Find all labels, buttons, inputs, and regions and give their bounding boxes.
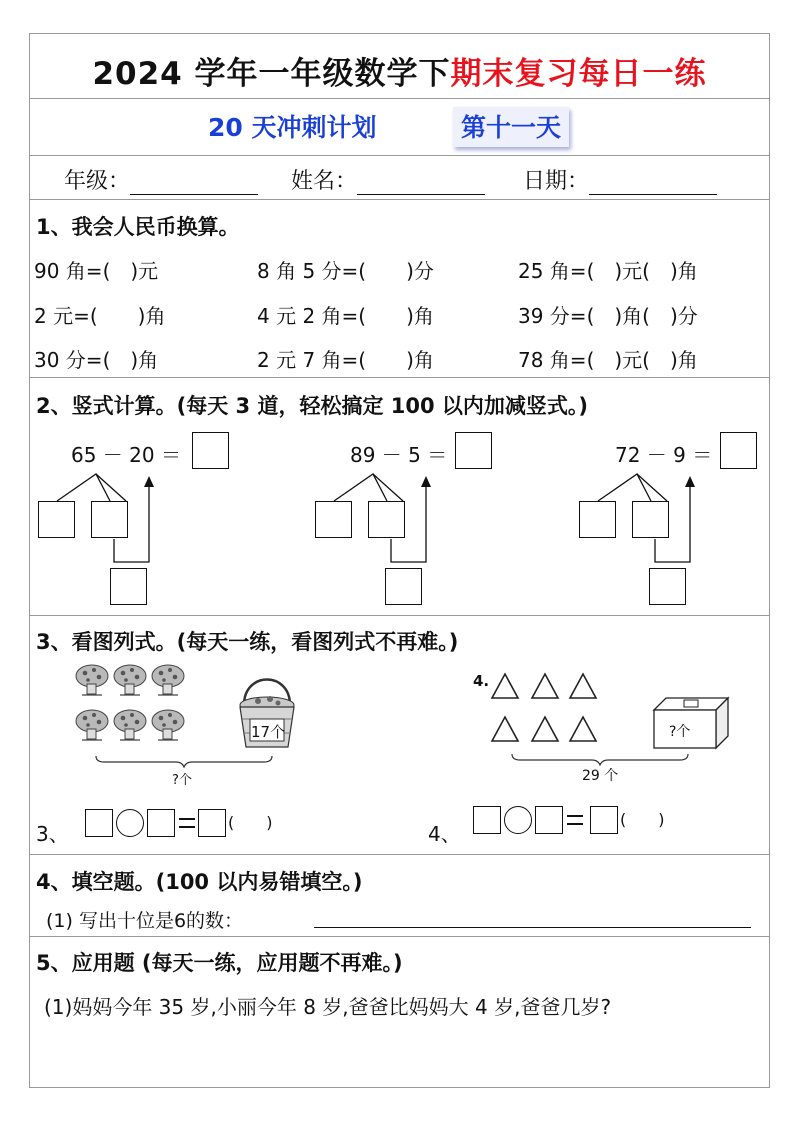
equals-sign <box>179 818 195 820</box>
vertical-calc-expr: 72 － 9 ＝ <box>615 443 713 467</box>
equation-box[interactable] <box>85 809 113 837</box>
day-badge: 第十一天 <box>453 107 569 147</box>
name-blank[interactable] <box>357 174 485 195</box>
brace-label: ?个 <box>172 773 192 788</box>
grade-field <box>64 164 258 195</box>
money-question: 8 角 5 分=( )分 <box>257 259 434 283</box>
vertical-calc-expr: 65 － 20 ＝ <box>71 443 181 467</box>
date-field <box>523 164 717 195</box>
fill-blank-question: (1) 写出十位是6的数： <box>46 910 244 932</box>
divider <box>30 854 769 855</box>
equals-sign <box>567 823 583 825</box>
divider <box>30 936 769 937</box>
page-title <box>30 48 769 93</box>
equation-box[interactable] <box>198 809 226 837</box>
divider <box>30 155 769 156</box>
date-label: 日期： <box>523 169 590 194</box>
money-question: 90 角=( )元 <box>34 259 159 283</box>
section1-title: 1、我会人民币换算。 <box>36 215 240 239</box>
split-lines <box>571 459 771 579</box>
picture-number: 4. <box>473 672 490 690</box>
money-question: 4 元 2 角=( )角 <box>257 304 434 328</box>
equation-box[interactable] <box>473 806 501 834</box>
money-question: 2 元=( )角 <box>34 304 166 328</box>
name-field <box>291 164 485 195</box>
money-question: 39 分=( )角( )分 <box>518 304 698 328</box>
subtitle: 20 天冲刺计划 <box>208 113 377 142</box>
box-icon <box>652 694 732 750</box>
title-red: 期末复习每日一练 <box>450 56 707 92</box>
date-blank[interactable] <box>589 174 717 195</box>
equation-prefix: 4、 <box>428 822 461 846</box>
title-black: 2024 学年一年级数学下 <box>92 56 451 92</box>
money-question: 25 角=( )元( )角 <box>518 259 698 283</box>
equals-sign <box>567 815 583 817</box>
grade-blank[interactable] <box>130 174 258 195</box>
triangles-icon <box>488 666 628 746</box>
section4-title: 4、填空题。(100 以内易错填空。) <box>36 870 363 894</box>
divider <box>30 615 769 616</box>
split-lines <box>30 459 230 579</box>
equation-box[interactable] <box>535 806 563 834</box>
divider <box>30 98 769 99</box>
money-question: 78 角=( )元( )角 <box>518 348 698 372</box>
divider <box>30 377 769 378</box>
answer-line[interactable] <box>314 927 751 928</box>
section2-title: 2、竖式计算。(每天 3 道，轻松搞定 100 以内加减竖式。) <box>36 394 588 418</box>
unit-paren: ( ) <box>620 810 665 829</box>
brace-label: 29 个 <box>582 768 619 784</box>
operator-circle[interactable] <box>116 809 144 837</box>
money-question: 2 元 7 角=( )角 <box>257 348 434 372</box>
worksheet <box>29 33 770 1088</box>
split-lines <box>307 459 507 579</box>
brace <box>510 752 690 766</box>
brace <box>94 754 274 768</box>
equals-sign <box>179 826 195 828</box>
vertical-calc-expr: 89 － 5 ＝ <box>350 443 448 467</box>
divider <box>30 199 769 200</box>
equation-prefix: 3、 <box>36 822 69 846</box>
section3-title: 3、看图列式。(每天一练，看图列式不再难。) <box>36 630 459 654</box>
equation-box[interactable] <box>147 809 175 837</box>
box-label: ?个 <box>669 724 691 740</box>
operator-circle[interactable] <box>504 806 532 834</box>
mushroom-cluster-icon <box>74 664 194 754</box>
money-question: 30 分=( )角 <box>34 348 159 372</box>
word-problem: (1)妈妈今年 35 岁,小丽今年 8 岁,爸爸比妈妈大 4 岁,爸爸几岁? <box>44 995 612 1019</box>
unit-paren: ( ) <box>228 813 273 832</box>
grade-label: 年级： <box>64 169 131 194</box>
section5-title: 5、应用题 (每天一练，应用题不再难。) <box>36 951 403 975</box>
basket-label: 17个 <box>251 723 286 741</box>
name-label: 姓名： <box>291 169 358 194</box>
equation-box[interactable] <box>590 806 618 834</box>
